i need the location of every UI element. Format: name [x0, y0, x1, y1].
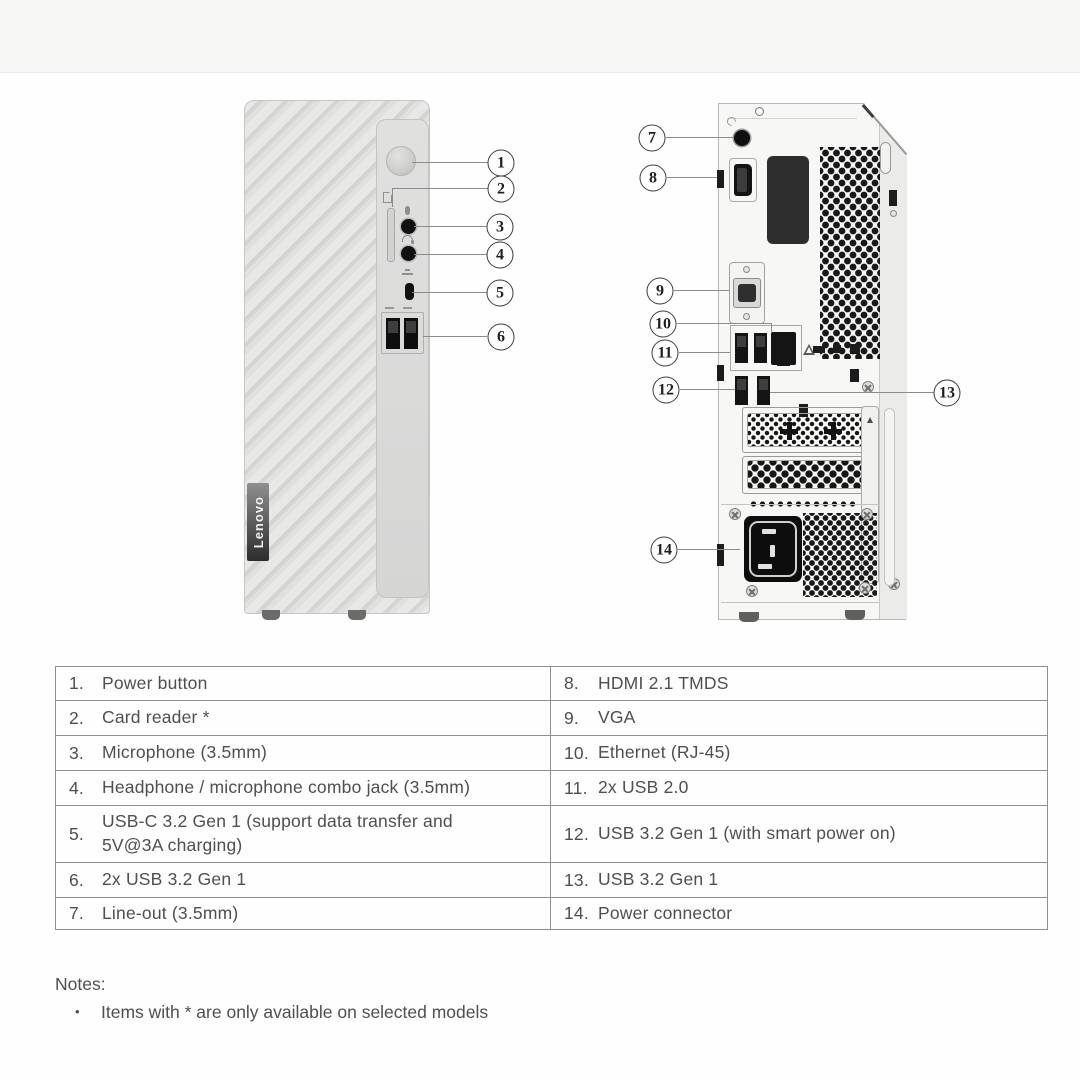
callout-number: 1	[497, 154, 505, 171]
top-band	[0, 0, 1080, 73]
callout-number: 12	[658, 381, 674, 398]
table-cell-right	[551, 806, 1047, 863]
panel-cutout	[850, 369, 859, 382]
table-item-label: Ethernet (RJ-45)	[598, 742, 731, 763]
leader-line	[666, 137, 734, 138]
usb-2-port	[735, 333, 748, 363]
leader-line	[412, 162, 488, 163]
notes-section	[55, 971, 488, 1024]
callout-number: 11	[657, 344, 673, 361]
table-item-number: 10.	[564, 742, 589, 763]
table-item-number: 13.	[564, 869, 589, 890]
table-item-number: 2.	[69, 707, 84, 728]
table-cell-right	[551, 771, 1047, 806]
table-cell-left	[56, 863, 551, 898]
table-item-label: Headphone / microphone combo jack (3.5mm)	[102, 777, 471, 798]
table-cell-right	[551, 863, 1047, 898]
panel-seam	[727, 118, 857, 119]
bottom-seam	[721, 602, 879, 603]
power-pin	[762, 529, 776, 534]
vent-dots	[747, 495, 857, 507]
callout-number: 14	[656, 541, 672, 558]
table-item-number: 11.	[564, 777, 588, 798]
leader-line	[423, 336, 487, 337]
screw	[743, 313, 750, 320]
lenovo-logo-text: Lenovo	[250, 495, 266, 549]
callout-number: 4	[496, 246, 504, 263]
front-io-panel	[376, 119, 429, 598]
expansion-slot-vent	[747, 460, 863, 489]
callout-9	[647, 278, 674, 305]
callout-number: 9	[656, 282, 664, 299]
screw	[743, 266, 750, 273]
leader-line	[412, 292, 487, 293]
callout-4	[487, 242, 514, 269]
callout-3	[487, 214, 514, 241]
edge-notch	[717, 365, 724, 381]
table-item-label: Microphone (3.5mm)	[102, 742, 268, 763]
card-reader-slot	[387, 208, 395, 262]
table-item-label: 2x USB 3.2 Gen 1	[102, 869, 247, 890]
leader-line	[680, 389, 735, 390]
usb-a-port	[386, 318, 400, 349]
chassis-foot	[348, 610, 366, 620]
table-cell-right	[551, 736, 1047, 771]
callout-2	[488, 176, 515, 203]
table-item-number: 5.	[69, 823, 84, 844]
table-item-label: Card reader *	[102, 707, 210, 728]
edge-notch	[717, 544, 724, 566]
panel-cutout	[850, 344, 860, 354]
callout-5	[487, 280, 514, 307]
table-item-number: 9.	[564, 707, 579, 728]
table-item-label: Power button	[102, 672, 208, 693]
side-cutout	[889, 190, 897, 206]
leader-line	[679, 352, 730, 353]
callout-11	[652, 340, 679, 367]
callout-7	[639, 125, 666, 152]
power-button	[386, 146, 416, 176]
table-item-label: USB-C 3.2 Gen 1 (support data transfer and 5V@3A charging)	[102, 811, 453, 855]
callout-12	[653, 377, 680, 404]
chassis-foot	[739, 612, 759, 622]
power-connector	[744, 516, 802, 582]
screw	[729, 508, 741, 520]
cutout-cross	[780, 422, 798, 440]
table-item-label: VGA	[598, 707, 636, 728]
vga-port	[733, 278, 761, 308]
table-cell-left	[56, 806, 551, 863]
table-item-number: 14.	[564, 903, 589, 923]
callout-number: 5	[496, 284, 504, 301]
line-out-jack	[734, 130, 750, 146]
table-item-number: 1.	[69, 673, 84, 693]
psu-seam	[721, 504, 879, 505]
port-legend-table	[55, 666, 1048, 930]
table-item-label: USB 3.2 Gen 1	[598, 869, 719, 890]
rear-view-tower	[718, 103, 906, 620]
power-pin	[770, 545, 775, 557]
front-usb-ports	[381, 312, 424, 354]
leader-line	[674, 290, 729, 291]
callout-number: 13	[939, 384, 955, 401]
front-view-tower	[244, 100, 430, 614]
lenovo-logo	[247, 483, 269, 561]
leader-line	[677, 323, 772, 324]
callout-13	[934, 380, 961, 407]
hdmi-port	[734, 164, 752, 196]
table-cell-left	[56, 667, 551, 701]
note-item	[55, 1000, 488, 1024]
callout-1	[488, 150, 515, 177]
callout-number: 2	[497, 180, 505, 197]
usb-3-port	[735, 376, 748, 405]
table-cell-right	[551, 898, 1047, 929]
panel-cutout	[813, 346, 825, 353]
usb-icon	[403, 307, 412, 309]
table-item-number: 4.	[69, 777, 84, 798]
leader-line	[770, 392, 934, 393]
table-item-label: HDMI 2.1 TMDS	[598, 672, 729, 693]
table-cell-right	[551, 701, 1047, 736]
side-handle-groove	[884, 408, 895, 586]
vent-grille	[820, 147, 880, 359]
leader-line	[667, 177, 717, 178]
table-item-label: USB 3.2 Gen 1 (with smart power on)	[598, 823, 896, 844]
table-cell-left	[56, 736, 551, 771]
table-cell-right	[551, 667, 1047, 701]
usb-a-port	[404, 318, 418, 349]
screw	[859, 582, 871, 594]
callout-number: 7	[648, 129, 656, 146]
notes-title: Notes:	[55, 974, 106, 994]
headphone-icon	[402, 235, 413, 242]
table-item-label: Power connector	[598, 902, 733, 923]
leader-line	[414, 254, 487, 255]
expansion-slot-vent	[747, 413, 863, 447]
usb-2-port	[754, 333, 767, 363]
usb-icon	[385, 307, 394, 309]
ethernet-port	[771, 332, 796, 365]
table-cell-left	[56, 701, 551, 736]
table-cell-left	[56, 898, 551, 929]
leader-line	[414, 226, 487, 227]
side-latch	[880, 142, 891, 174]
callout-number: 6	[497, 328, 505, 345]
lock-slot-icon	[755, 107, 764, 116]
usb-c-icon	[402, 273, 413, 275]
callout-14	[651, 537, 678, 564]
leader-line	[771, 324, 772, 332]
leader-line	[392, 188, 488, 189]
leader-line	[392, 189, 393, 207]
note-text: Items with * are only available on selected models	[101, 1002, 489, 1022]
table-item-number: 6.	[69, 869, 84, 890]
callout-10	[650, 311, 677, 338]
screw	[890, 210, 897, 217]
table-item-number: 3.	[69, 742, 84, 763]
callout-number: 8	[649, 169, 657, 186]
leader-line	[678, 549, 740, 550]
chassis-foot	[845, 610, 865, 620]
table-cell-left	[56, 771, 551, 806]
power-pin	[758, 564, 772, 569]
callout-number: 10	[655, 315, 671, 332]
chassis-foot	[262, 610, 280, 620]
screw	[861, 508, 873, 520]
microphone-icon	[405, 206, 410, 215]
callout-number: 3	[496, 218, 504, 235]
usb-3-port	[757, 376, 770, 405]
blank-plate	[767, 156, 809, 244]
table-item-number: 7.	[69, 903, 84, 923]
callout-8	[640, 165, 667, 192]
panel-cutout	[833, 345, 841, 353]
table-item-number: 12.	[564, 823, 589, 844]
edge-notch	[717, 170, 724, 188]
table-item-number: 8.	[564, 673, 579, 693]
cutout-cross	[824, 422, 842, 440]
callout-6	[488, 324, 515, 351]
bullet-icon: •	[75, 1004, 80, 1019]
screw	[746, 585, 758, 597]
table-item-label: 2x USB 2.0	[598, 777, 689, 798]
table-item-label: Line-out (3.5mm)	[102, 902, 239, 923]
